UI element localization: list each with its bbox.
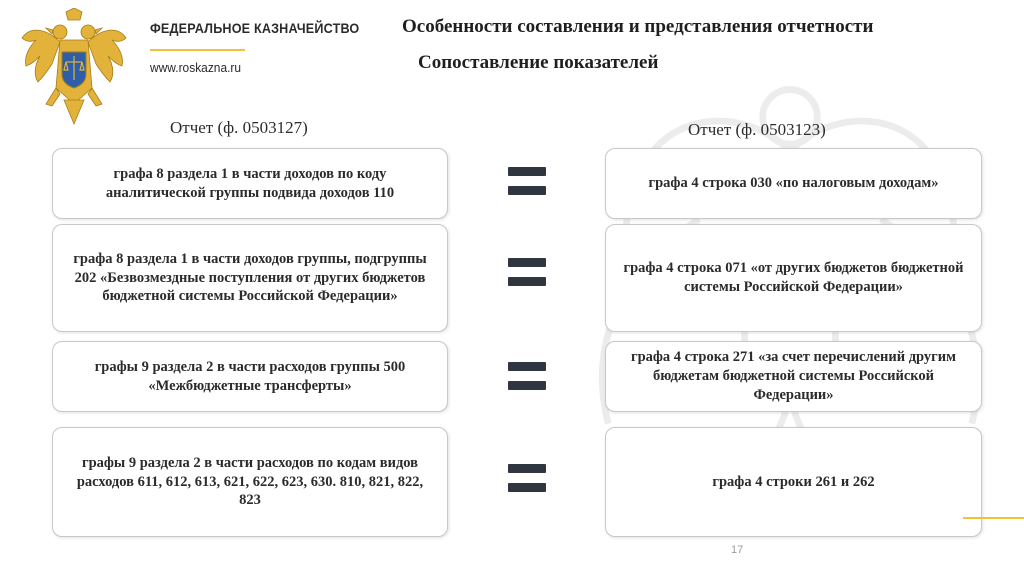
left-indicator-box-1: графа 8 раздела 1 в части доходов по коду аналитической группы подвида доходов 110 xyxy=(52,148,448,219)
page-number: 17 xyxy=(731,544,744,556)
right-column-heading: Отчет (ф. 0503123) xyxy=(688,120,826,139)
slide-subtitle: Сопоставление показателей xyxy=(418,52,659,73)
accent-line xyxy=(963,517,1024,519)
org-name: ФЕДЕРАЛЬНОЕ КАЗНАЧЕЙСТВО xyxy=(150,20,360,36)
left-indicator-box-2: графа 8 раздела 1 в части доходов группы, подгруппы 202 «Безвозмездные поступления от других бюджетов бюджетной системы Российской Федерации» xyxy=(52,224,448,332)
website-link[interactable]: www.roskazna.ru xyxy=(150,60,242,75)
right-indicator-box-4: графа 4 строки 261 и 262 xyxy=(605,427,982,537)
left-indicator-box-4: графы 9 раздела 2 в части расходов по кодам видов расходов 611, 612, 613, 621, 622, 623, 630. 810, 821, 822, 823 xyxy=(52,427,448,537)
equals-icon xyxy=(508,464,546,492)
header-divider xyxy=(150,49,245,51)
slide-title: Особенности составления и представления отчетности xyxy=(402,16,874,37)
right-indicator-box-2: графа 4 строка 071 «от других бюджетов бюджетной системы Российской Федерации» xyxy=(605,224,982,332)
equals-icon xyxy=(508,167,546,195)
right-indicator-box-1: графа 4 строка 030 «по налоговым доходам» xyxy=(605,148,982,219)
double-headed-eagle-emblem-icon xyxy=(16,8,132,126)
equals-icon xyxy=(508,258,546,286)
equals-icon xyxy=(508,362,546,390)
right-indicator-box-3: графа 4 строка 271 «за счет перечислений другим бюджетам бюджетной системы Российской Федерации» xyxy=(605,341,982,412)
left-column-heading: Отчет (ф. 0503127) xyxy=(170,118,308,137)
left-indicator-box-3: графы 9 раздела 2 в части расходов группы 500 «Межбюджетные трансферты» xyxy=(52,341,448,412)
